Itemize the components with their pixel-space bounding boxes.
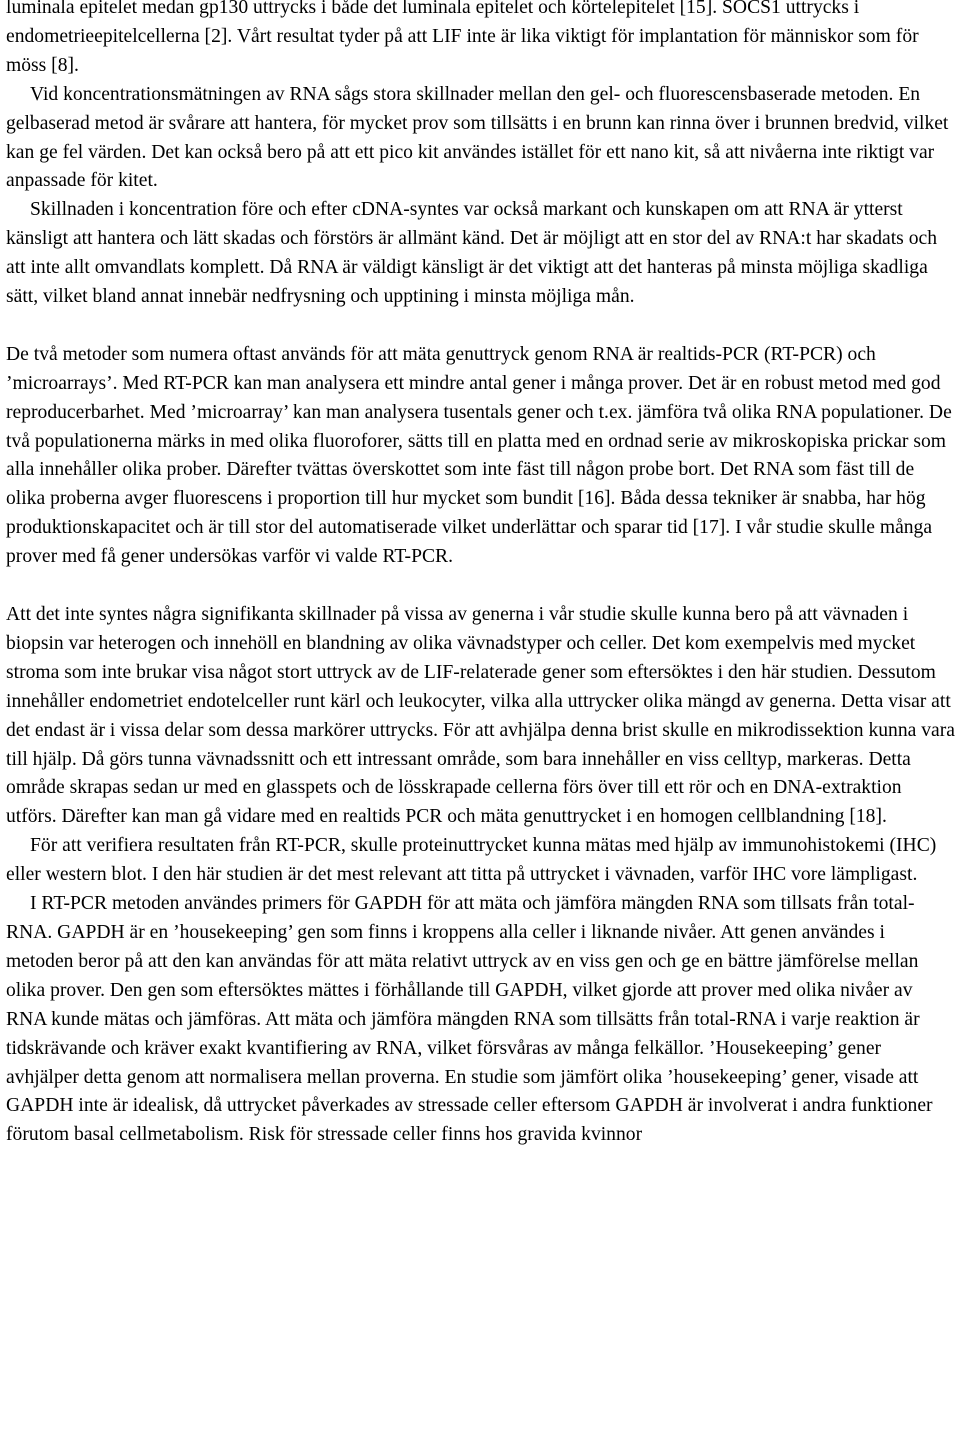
paragraph-spacer [6,312,956,341]
paragraph-lif-expression: luminala epitelet medan gp130 uttrycks i både det luminala epitelet och körtelepitelet [15]. SOCS1 uttrycks i endometrieepitelcellerna [2]. Vårt resultat tyder på att LIF inte är lika viktigt för implantation för människor som för möss [8]. [6,0,919,76]
paragraph-spacer [6,572,956,601]
paragraph-rt-pcr-microarrays: De två metoder som numera oftast används för att mäta genuttryck genom RNA är realtids-PCR (RT-PCR) och ’microarrays’. Med RT-PCR kan man analysera ett mindre antal gener i många prover. Det är en robust metod med god reproducerbarhet. Med ’microarray’ kan man analysera tusentals gener och t.ex. jämföra två olika RNA populationer. De två populationerna märks in med olika fluoroforer, sätts till en platta med en ordnad serie av mikroskopiska prickar som alla innehåller olika prober. Därefter tvättas överskottet som inte fäst till någon probe bort. Det RNA som fäst till de olika proberna avger fluorescens i proportion till hur mycket som bundit [16]. Båda dessa tekniker är snabba, har hög produktionskapacitet och är till stor del automatiserade vilket underlättar och sparar tid [17]. I vår studie skulle många prover med få gener undersökas varför vi valde RT-PCR. [6,343,952,568]
document-page [6,0,956,1150]
paragraph-tissue-heterogeneity: Att det inte syntes några signifikanta skillnader på vissa av generna i vår studie skulle kunna bero på att vävnaden i biopsin var heterogen och innehöll en blandning av olika vävnadstyper och celler. Det kom exempelvis med mycket stroma som inte brukar visa något stort uttryck av de LIF-relaterade gener som eftersöktes i den här studien. Dessutom innehåller endometriet endotelceller runt kärl och leukocyter, vilka alla uttrycker olika mängd av generna. Detta visar att det endast är i vissa delar som dessa markörer uttrycks. För att avhjälpa denna brist skulle en mikrodissektion kunna vara till hjälp. Då görs tunna vävnadssnitt och ett intressant område, som bara innehåller en viss celltyp, markeras. Detta område skrapas sedan ur med en glasspets och de lösskrapade cellerna förs över till ett rör och en DNA-extraktion utförs. Därefter kan man gå vidare med en realtids PCR och mäta genuttrycket i en homogen cellblandning [18]. [6,604,955,828]
paragraph-cdna-synthesis: Skillnaden i koncentration före och efter cDNA-syntes var också markant och kunskapen om att RNA är ytterst känsligt att hantera och lätt skadas och förstörs är allmänt känd. Det är möjligt att en stor del av RNA:t har skadats och att inte allt omvandlats komplett. Då RNA är väldigt känsligt är det viktigt att det hanteras på minsta möjliga skadliga sätt, vilket bland annat innebär nedfrysning och upptining i minsta möjliga mån. [6,199,937,308]
paragraph-rna-concentration: Vid koncentrationsmätningen av RNA sågs stora skillnader mellan den gel- och fluorescensbaserade metoden. En gelbaserad metod är svårare att hantera, för mycket prov som tillsätts i en brunn kan rinna över i brunnen bredvid, vilket kan ge fel värden. Det kan också bero på att ett pico kit användes istället för ett nano kit, så att nivåerna inte riktigt var anpassade för kitet. [6,83,949,192]
paragraph-gapdh-housekeeping: I RT-PCR metoden användes primers för GAPDH för att mäta och jämföra mängden RNA som tillsats från total-RNA. GAPDH är en ’housekeeping’ gen som finns i kroppens alla celler i liknande nivåer. Att genen användes i metoden beror på att den kan användas för att mäta relativt uttryck av en viss gen och ge en bättre jämförelse mellan olika prover. Den gen som eftersöktes mättes i förhållande till GAPDH, vilket gjorde att prover med olika nivåer av RNA kunde mätas och jämföras. Att mäta och jämföra mängden RNA som tillsätts från total-RNA i varje reaktion är tidskrävande och kräver exakt kvantifiering av RNA, vilket försvåras av många felkällor. ’Housekeeping’ gener avhjälper detta genom att normalisera mellan proverna. En studie som jämfört olika ’housekeeping’ gener, visade att GAPDH inte är idealisk, då uttrycket påverkades av stressade celler eftersom GAPDH är involverat i andra funktioner förutom basal cellmetabolism. Risk för stressade celler finns hos gravida kvinnor [6,893,933,1146]
paragraph-protein-verification: För att verifiera resultaten från RT-PCR, skulle proteinuttrycket kunna mätas med hjälp av immunohistokemi (IHC) eller western blot. I den här studien är det mest relevant att titta på uttrycket i vävnaden, varför IHC vore lämpligast. [6,835,937,886]
